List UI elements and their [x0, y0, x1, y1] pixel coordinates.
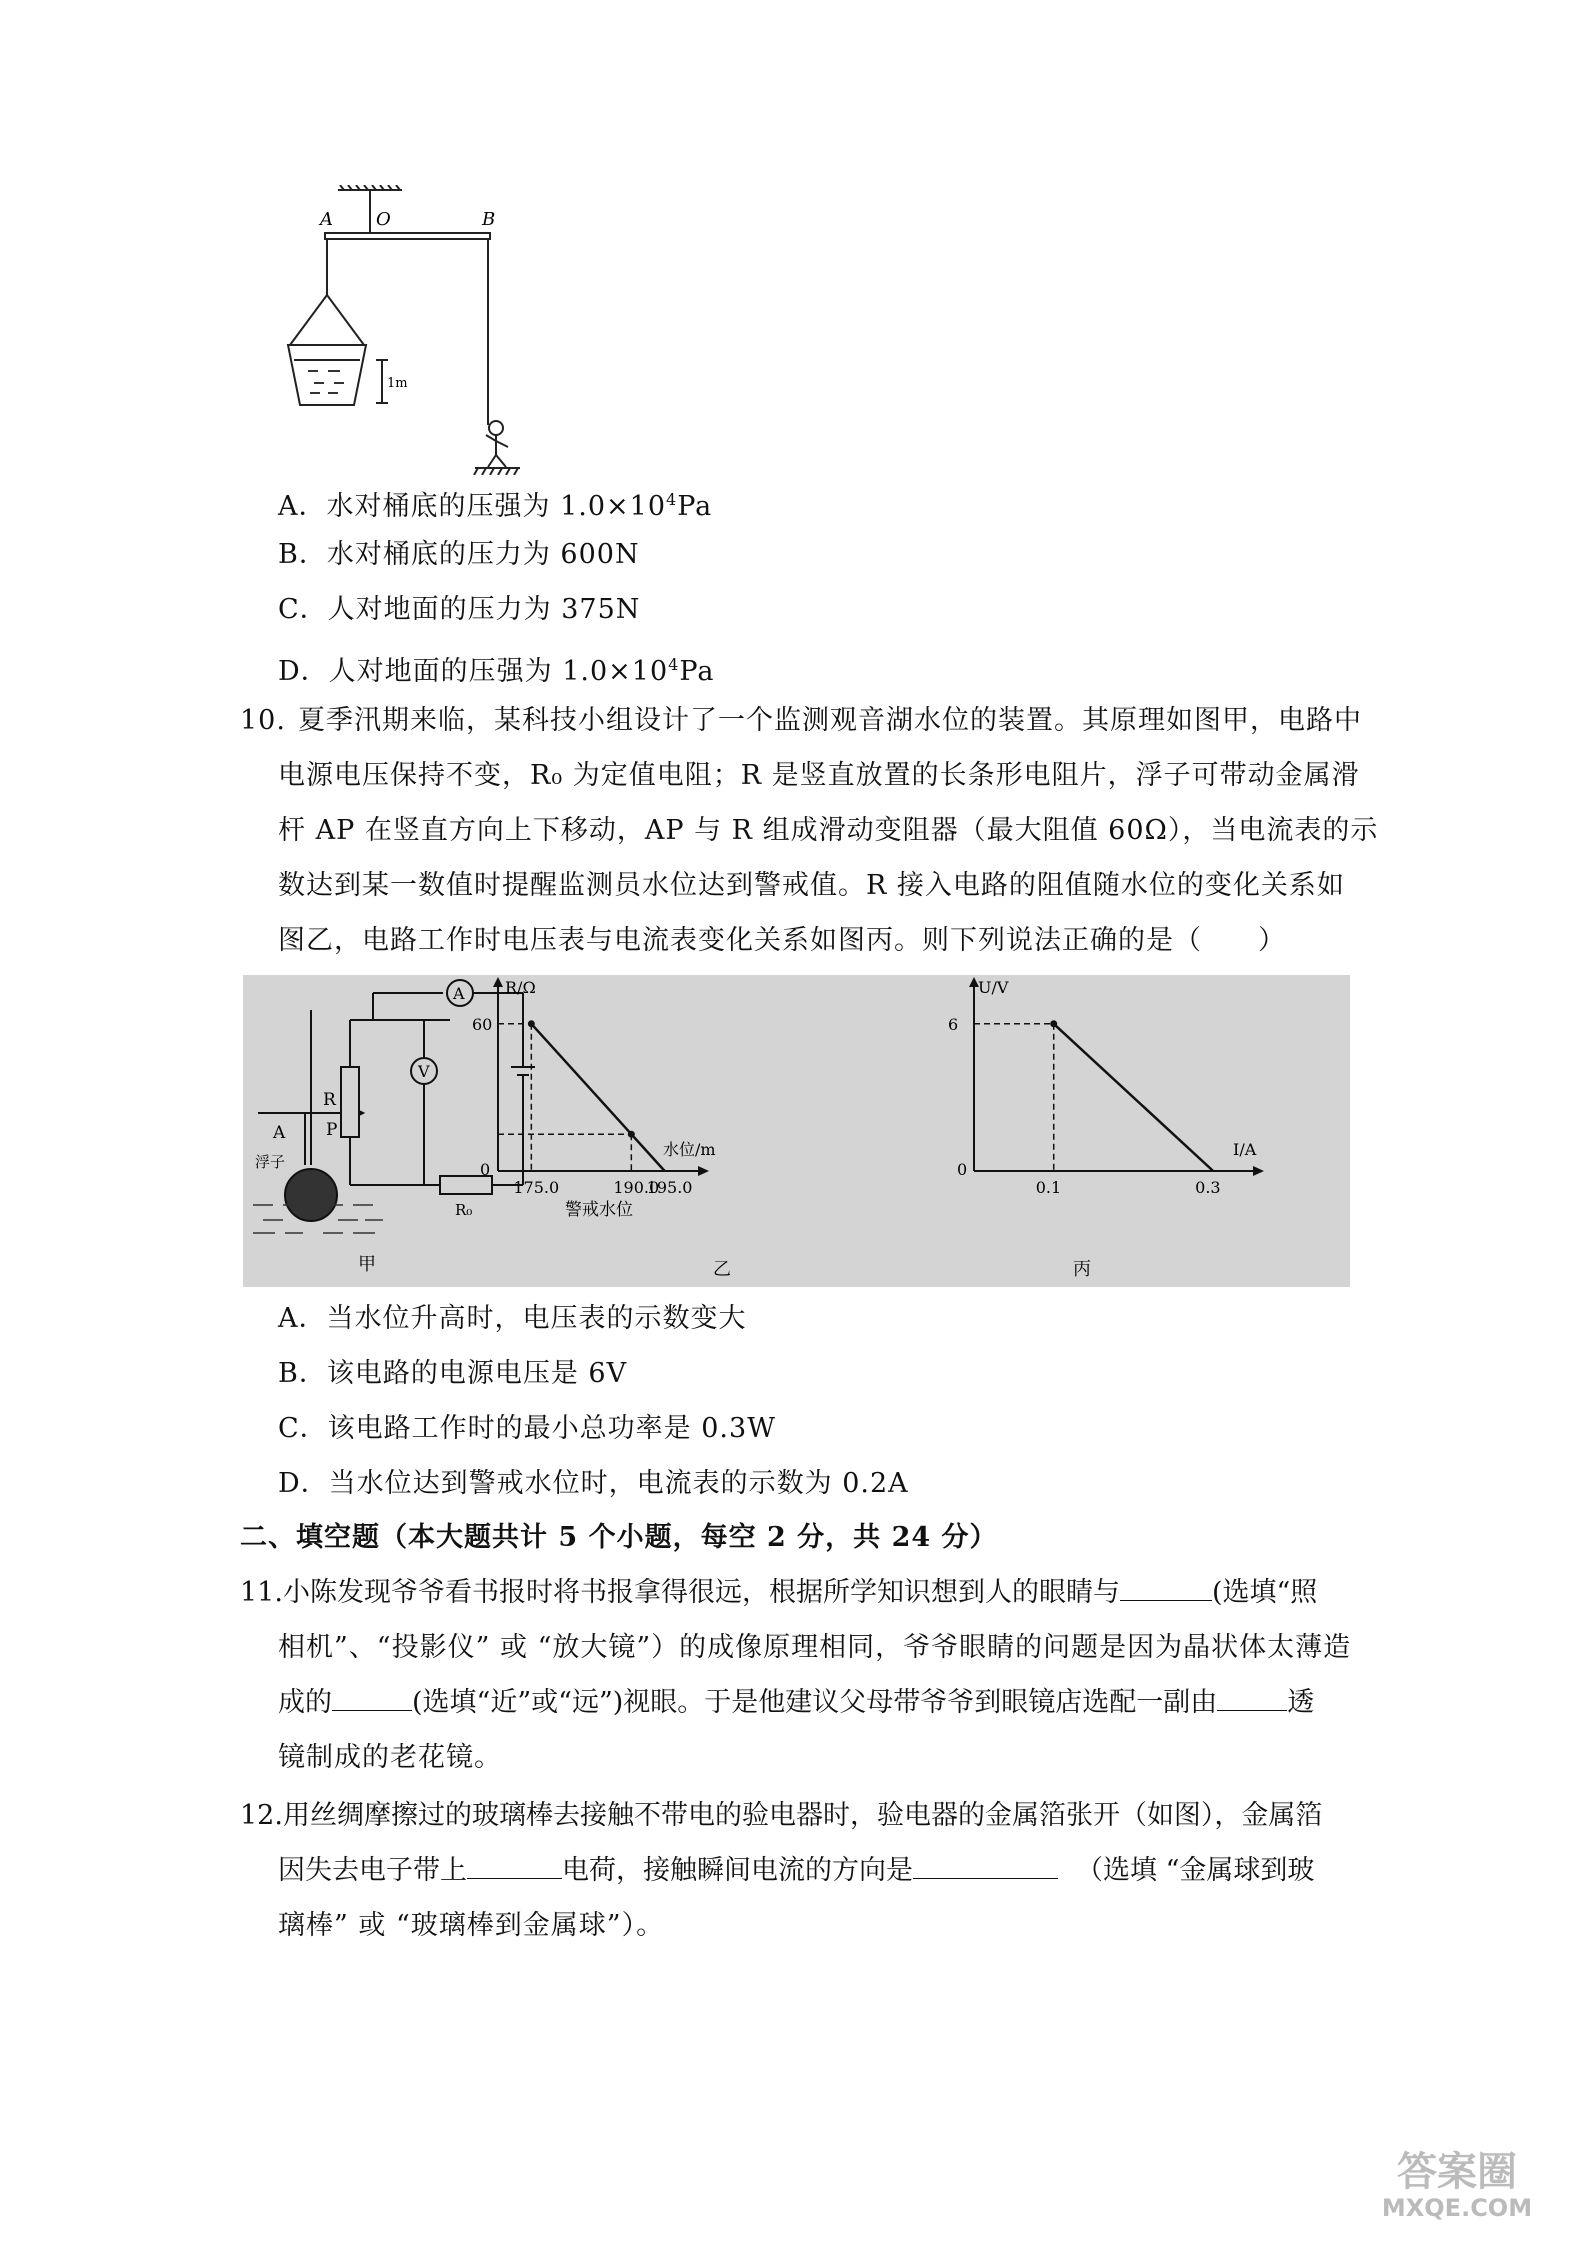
graph-yi-y-tick: 60 — [472, 1014, 493, 1034]
graph-bing-x-tick: 0.1 — [1035, 1178, 1062, 1197]
caption-bing: 丙 — [1073, 1259, 1091, 1280]
q11-blank-2[interactable] — [332, 1686, 412, 1711]
caption-jia: 甲 — [358, 1254, 376, 1275]
figure-background — [243, 975, 1350, 1287]
depth-label: 1m — [387, 376, 408, 391]
graph-bing-xlabel: I/A — [1233, 1140, 1257, 1159]
q12-blank-1[interactable] — [467, 1854, 562, 1879]
q10-line-4: 数达到某一数值时提醒监测员水位达到警戒值。R 接入电路的阻值随水位的变化关系如 — [278, 870, 1345, 901]
graph-yi-annotation: 警戒水位 — [565, 1200, 633, 1220]
q12-line-3: 璃棒” 或 “玻璃棒到金属球”）。 — [278, 1910, 665, 1941]
resistor-r-label: R — [323, 1090, 336, 1110]
graph-yi-x-tick: 190.0 — [613, 1178, 660, 1197]
section-2-title: 二、填空题（本大题共计 5 个小题，每空 2 分，共 24 分） — [240, 1522, 998, 1553]
voltmeter-label: V — [418, 1062, 430, 1081]
caption-yi: 乙 — [713, 1259, 731, 1280]
q10-option-a: A．当水位升高时，电压表的示数变大 — [278, 1303, 747, 1334]
r0-label: R₀ — [455, 1201, 473, 1219]
q10-line-3: 杆 AP 在竖直方向上下移动，AP 与 R 组成滑动变阻器（最大阻值 60Ω），当电流表的示 — [278, 815, 1379, 846]
graph-yi-point — [628, 1131, 635, 1138]
q9-option-d: D．人对地面的压强为 $1.0\times 10^4Pa$ — [278, 655, 715, 687]
point-a-label: A — [273, 1123, 286, 1143]
watermark-logo: 答案圈 MXQE.COM — [1381, 2149, 1533, 2222]
graph-bing-origin: 0 — [957, 1160, 968, 1179]
q11-line-4: 镜制成的老花镜。 — [278, 1742, 502, 1773]
graph-bing-ylabel: U/V — [978, 978, 1009, 997]
q9-option-a: A．水对桶底的压强为 $1.0\times 10^4Pa$ — [278, 490, 713, 522]
q12-line-2: 因失去电子带上 电荷，接触瞬间电流的方向是 （选填 “金属球到玻 — [278, 1855, 1315, 1886]
circuit-and-graphs-figure — [243, 975, 1350, 1287]
q11-line-2: 相机”、“投影仪” 或 “放大镜”）的成像原理相同，爷爷眼睛的问题是因为晶状体太薄造 — [278, 1632, 1352, 1663]
graph-bing-point — [1050, 1020, 1057, 1027]
q10-line-2: 电源电压保持不变，R₀ 为定值电阻；R 是竖直放置的长条形电阻片，浮子可带动金属滑 — [278, 760, 1360, 791]
label-a: A — [320, 209, 333, 230]
label-b: B — [482, 209, 496, 230]
graph-yi-point — [528, 1020, 535, 1027]
q10-option-c: C．该电路工作时的最小总功率是 0.3W — [278, 1413, 776, 1444]
slider-p-label: P — [326, 1120, 338, 1140]
q11-blank-1[interactable] — [1120, 1576, 1212, 1601]
ammeter-label: A — [453, 984, 465, 1003]
q11-line-3: 成的 (选填“近”或“远”)视眼。于是他建议父母带爷爷到眼镜店选配一副由 透 — [278, 1687, 1315, 1718]
q9-option-c: C．人对地面的压力为 375N — [278, 594, 641, 625]
q10-option-d: D．当水位达到警戒水位时，电流表的示数为 0.2A — [278, 1468, 909, 1499]
label-o: O — [376, 209, 391, 230]
lever-bucket-figure — [270, 185, 530, 475]
q12-blank-2[interactable] — [913, 1854, 1058, 1879]
q11-line-1: 11.小陈发现爷爷看书报时将书报拿得很远，根据所学知识想到人的眼睛与 (选填“照 — [240, 1577, 1318, 1608]
q9-option-b: B．水对桶底的压力为 600N — [278, 539, 640, 570]
q12-line-1: 12.用丝绸摩擦过的玻璃棒去接触不带电的验电器时，验电器的金属箔张开（如图），金属箔 — [240, 1800, 1323, 1831]
graph-yi-x-tick: 195.0 — [646, 1178, 693, 1197]
q11-blank-3[interactable] — [1217, 1686, 1287, 1711]
graph-bing-x-tick: 0.3 — [1195, 1178, 1221, 1197]
q10-line-1: 10. 夏季汛期来临，某科技小组设计了一个监测观音湖水位的装置。其原理如图甲，电路中 — [240, 705, 1362, 736]
graph-yi-xlabel: 水位/m — [663, 1140, 716, 1159]
graph-yi-ylabel: R/Ω — [505, 978, 536, 997]
graph-bing-y-tick: 6 — [948, 1014, 959, 1034]
float-label: 浮子 — [255, 1153, 286, 1171]
q10-option-b: B．该电路的电源电压是 6V — [278, 1358, 628, 1389]
graph-yi-origin: 0 — [480, 1160, 491, 1179]
graph-yi-x-tick: 175.0 — [513, 1178, 560, 1197]
q10-line-5: 图乙，电路工作时电压表与电流表变化关系如图丙。则下列说法正确的是（ ） — [278, 925, 1286, 956]
